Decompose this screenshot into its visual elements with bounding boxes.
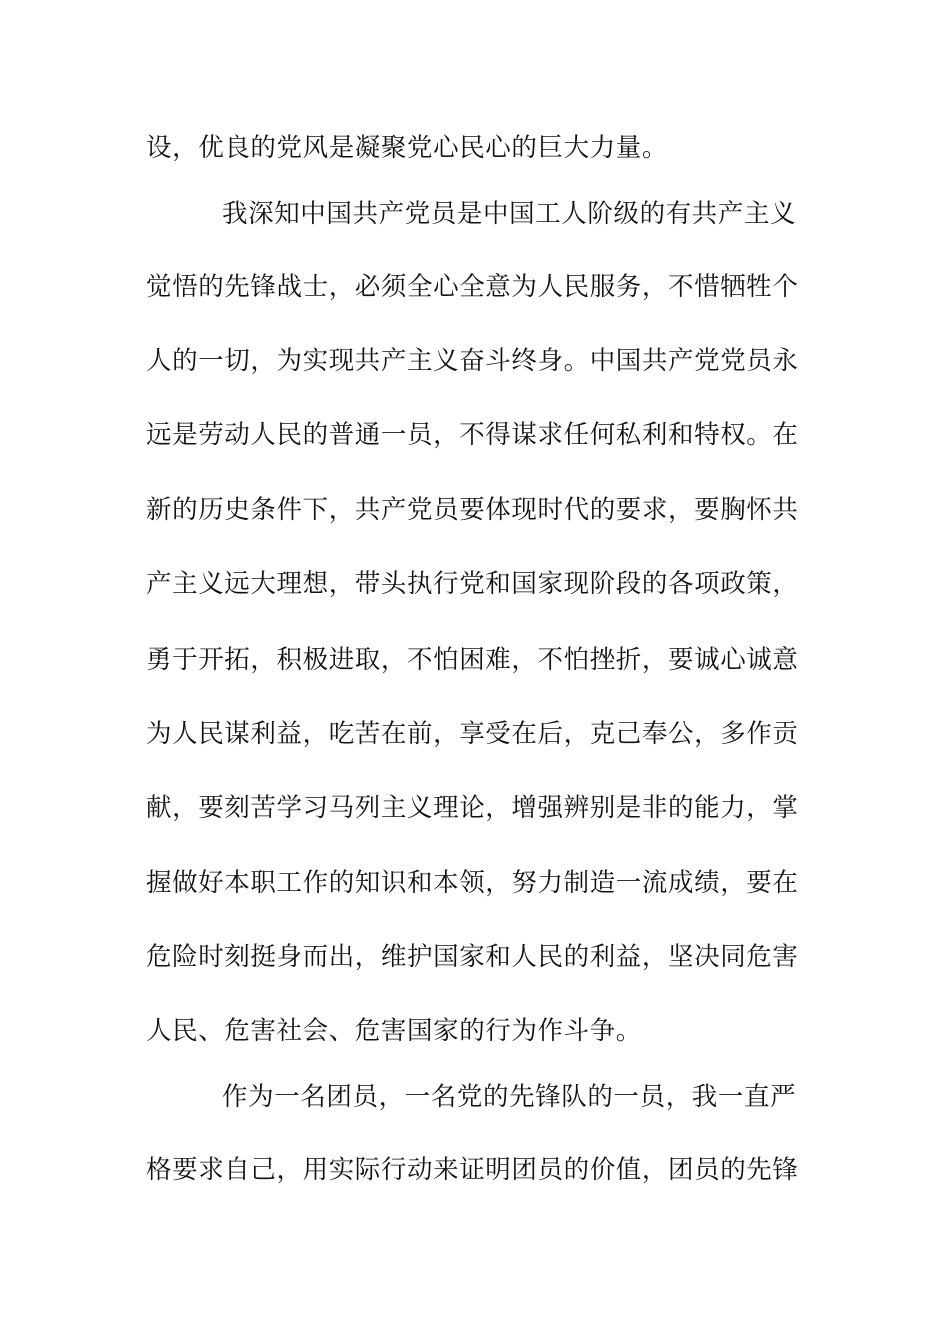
text-line: 献，要刻苦学习马列主义理论，增强辨别是非的能力，掌 (146, 793, 799, 823)
text-line: 为人民谋利益，吃苦在前，享受在后，克己奉公，多作贡 (146, 719, 799, 749)
paragraph-first-line: 我深知中国共产党员是中国工人阶级的有共产主义 (222, 199, 797, 229)
text-line: 新的历史条件下，共产党员要体现时代的要求，要胸怀共 (146, 495, 799, 525)
text-line: 人的一切，为实现共产主义奋斗终身。中国共产党党员永 (146, 346, 799, 376)
paragraph-first-line: 作为一名团员，一名党的先锋队的一员，我一直严 (222, 1082, 797, 1112)
text-line: 格要求自己，用实际行动来证明团员的价值，团员的先锋 (146, 1155, 799, 1185)
text-line: 设，优良的党风是凝聚党心民心的巨大力量。 (146, 133, 669, 163)
text-line: 远是劳动人民的普通一员，不得谋求任何私利和特权。在 (146, 420, 799, 450)
text-line: 觉悟的先锋战士，必须全心全意为人民服务，不惜牺牲个 (146, 272, 799, 302)
text-line: 产主义远大理想，带头执行党和国家现阶段的各项政策， (146, 569, 799, 599)
text-line: 人民、危害社会、危害国家的行为作斗争。 (146, 1016, 642, 1046)
text-line: 勇于开拓，积极进取，不怕困难，不怕挫折，要诚心诚意 (146, 645, 799, 675)
text-line: 握做好本职工作的知识和本领，努力制造一流成绩，要在 (146, 868, 799, 898)
text-line: 危险时刻挺身而出，维护国家和人民的利益，坚决同危害 (146, 942, 799, 972)
